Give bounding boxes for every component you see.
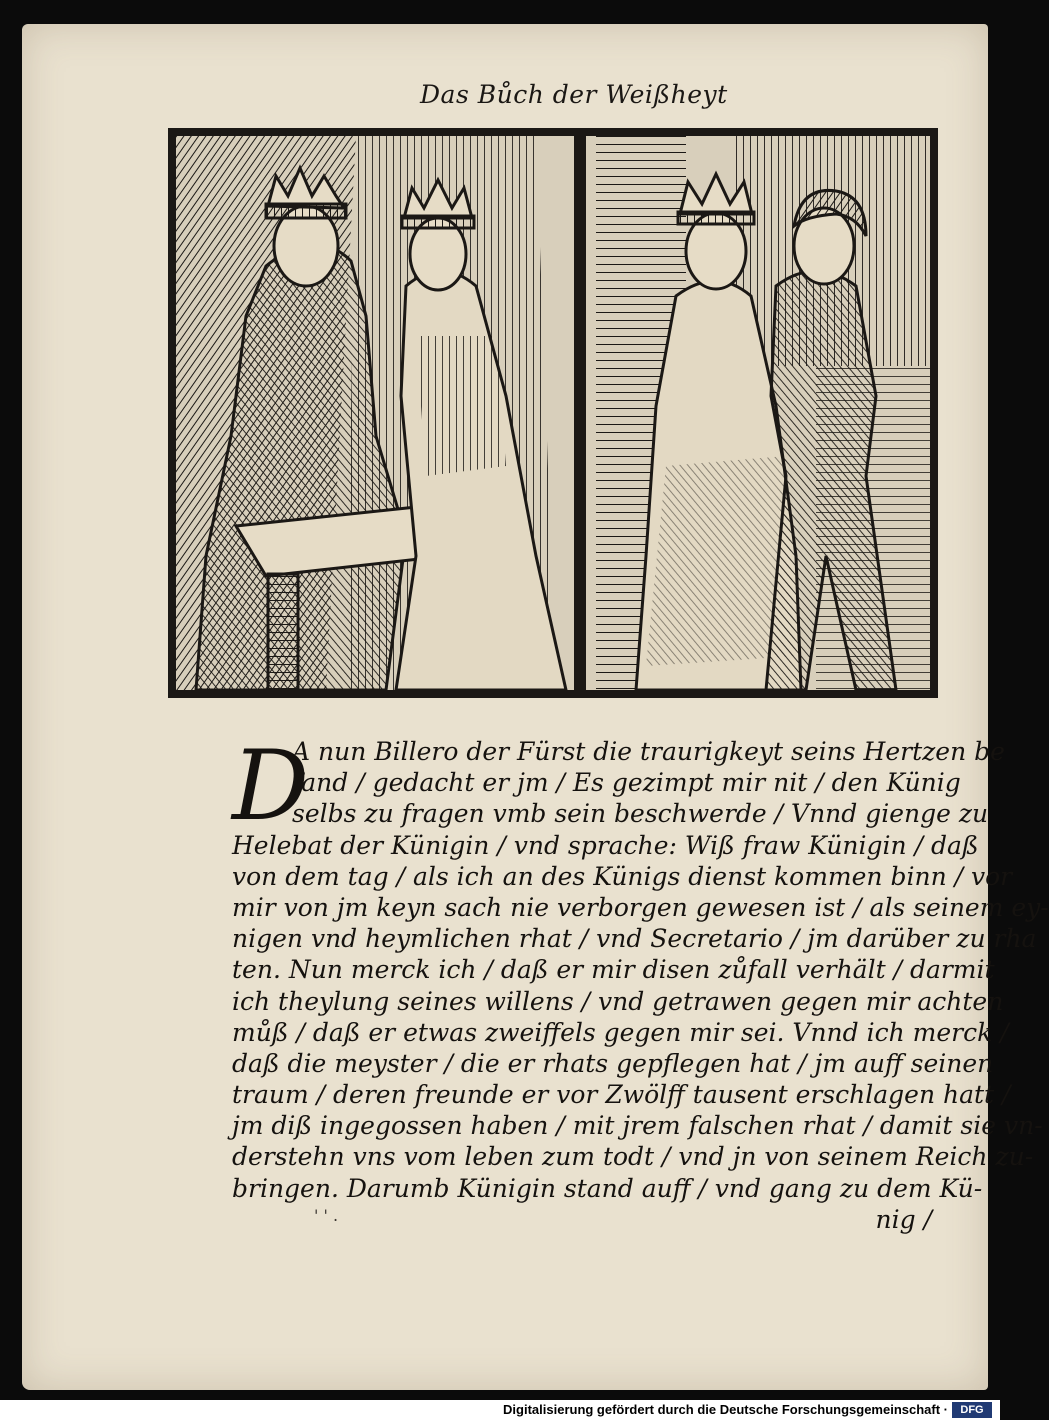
text-line: jm diß ingegossen haben / mit jrem falschen rhat / damit sie vn- [232, 1111, 1043, 1141]
text-line: fand / gedacht er jm / Es gezimpt mir nit / den Künig [292, 768, 961, 798]
text-line: daß die meyster / die er rhats gepflegen hat / jm auff seinen [232, 1048, 994, 1078]
dfg-logo: DFG [952, 1402, 992, 1418]
text-line: nigen vnd heymlichen rhat / vnd Secretario / jm darüber zu rha [232, 924, 1037, 954]
text-line: A nun Billero der Fürst die traurigkeyt seins Hertzen be [292, 737, 1005, 766]
body-text [232, 730, 1049, 1235]
decorated-initial: D [232, 730, 309, 842]
text-line: Helebat der Künigin / vnd sprache: Wiß fraw Künigin / daß [232, 830, 979, 860]
woodcut-illustration [168, 128, 938, 698]
woodcut-illustration-icon [176, 136, 930, 690]
text-line: traum / deren freunde er vor Zwölff tausent erschlagen hatt / [232, 1080, 1011, 1110]
stray-marks: ' ' . [314, 1206, 339, 1225]
running-head: Das Bůch der Weißheyt [420, 80, 728, 109]
text-line: můß / daß er etwas zweiffels gegen mir sei. Vnnd ich merck / [232, 1017, 1009, 1047]
catchword: nig / [875, 1204, 932, 1234]
text-line: bringen. Darumb Künigin stand auff / vnd gang zu dem Kü- [232, 1173, 983, 1203]
text-line: derstehn vns vom leben zum todt / vnd jn von seinem Reich zu- [232, 1142, 1034, 1172]
text-line: mir von jm keyn sach nie verborgen gewesen ist / als seinem ey- [232, 892, 1049, 922]
text-line: ten. Nun merck ich / daß er mir disen zůfall verhält / darmit [232, 955, 995, 985]
text-line: selbs zu fragen vmb sein beschwerde / Vnnd gienge zu [292, 799, 989, 829]
text-line: ich theylung seines willens / vnd getrawen gegen mir achten [232, 986, 1004, 1016]
text-line: von dem tag / als ich an des Künigs dienst kommen binn / vor [232, 861, 1013, 891]
funding-credit: Digitalisierung gefördert durch die Deutsche Forschungsgemeinschaft · [503, 1402, 948, 1417]
